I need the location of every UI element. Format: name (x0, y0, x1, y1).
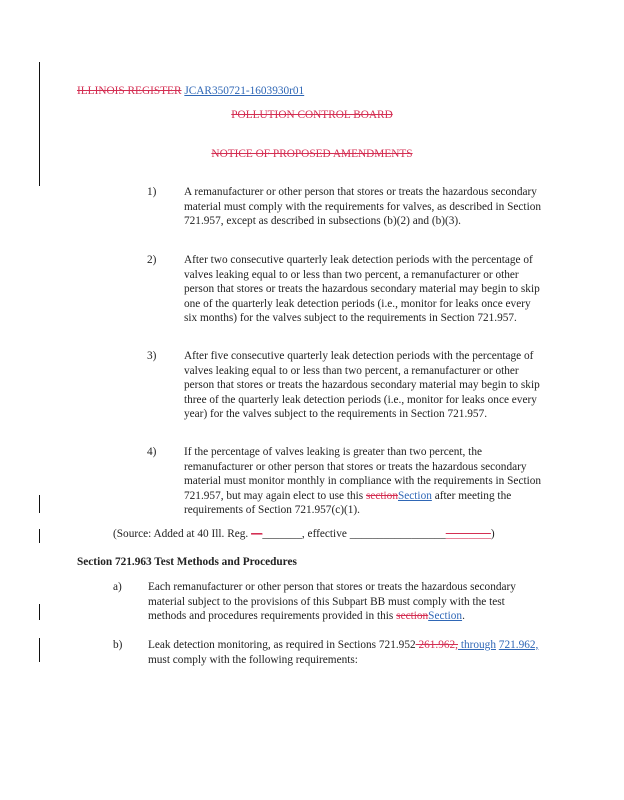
subsection-label: b) (113, 639, 123, 651)
item-number: 2) (147, 254, 157, 266)
deleted-word: 261.962, (415, 639, 458, 651)
subsection-text-part: Each remanufacturer or other person that stores or treats the hazardous secondary material subject to the provisions of this Subpart BB must comply with the test methods and procedures requirements provided in this (148, 581, 516, 623)
deleted-word: section (365, 489, 398, 502)
source-blank: _______ (262, 528, 302, 540)
source-note (113, 527, 553, 542)
subsection-label: a) (113, 581, 122, 593)
inserted-word: 721.962, (498, 639, 539, 651)
item-text-part: If the percentage of valves leaking is greater than two percent, the remanufacturer or other person that stores or treats the hazardous secondary material must monitor monthly in compliance with the requirements in Section 721.957, but may again elect to use this (184, 446, 542, 502)
subsection-text (148, 638, 543, 667)
source-suffix: ) (490, 528, 495, 540)
subsection-text-end: must comply with the following requirements: (148, 653, 358, 666)
subsection-text-end: . (462, 610, 465, 623)
register-deleted: ILLINOIS REGISTER (77, 85, 182, 97)
item-number: 1) (147, 186, 157, 198)
section-heading: Section 721.963 Test Methods and Procedures (77, 556, 297, 568)
source-blank-deleted: ________ (445, 528, 491, 540)
inserted-word: Section (428, 610, 463, 623)
source-blank: _________________ (349, 528, 446, 540)
inserted-word: through (458, 639, 496, 651)
deleted-word: section (396, 610, 429, 623)
change-bar (39, 638, 40, 662)
item-text-part: after meeting the requirements of Section 721.957(c)(1). (184, 489, 512, 517)
change-bar (39, 495, 40, 513)
agency-title: POLLUTION CONTROL BOARD (231, 109, 393, 121)
subsection-text (148, 580, 543, 624)
item-text: A remanufacturer or other person that stores or treats the hazardous secondary material must comply with the requirements for valves, as described in Section 721.957, except as described in subsections (b)(2) and (b)(3). (184, 186, 542, 228)
source-effective: , effective (301, 528, 347, 540)
item-text: After five consecutive quarterly leak detection periods with the percentage of valves leaking equal to or less than two percent, a remanufacturer or other person that stores or treats the hazardous secondary material may begin to skip three of the quarterly leak detection periods (i.e., monitor for leaks once every year) for the valves subject to the requirements in Section 721.957. (184, 350, 540, 421)
notice-title: NOTICE OF PROPOSED AMENDMENTS (211, 148, 413, 160)
item-text: After two consecutive quarterly leak detection periods with the percentage of valves leaking equal to or less than two percent, a remanufacturer or other person that stores or treats the hazardous secondary material may begin to skip one of the quarterly leak detection periods (i.e., monitor for leaks once every six months) for the valves subject to the requirements in Section 721.957. (184, 254, 540, 325)
change-bar (39, 604, 40, 620)
source-prefix: (Source: Added at 40 Ill. Reg. (113, 528, 249, 540)
source-deleted-dash: — (251, 528, 263, 540)
register-inserted: JCAR350721-1603930r01 (184, 85, 305, 97)
change-bar (39, 529, 40, 543)
register-line (77, 84, 304, 99)
item-number: 3) (147, 350, 157, 362)
item-number: 4) (147, 446, 157, 458)
item-text (184, 445, 544, 518)
inserted-word: Section (397, 489, 432, 502)
subsection-text-part: Leak detection monitoring, as required in Sections 721.952 (148, 639, 416, 651)
change-bar (39, 62, 40, 186)
